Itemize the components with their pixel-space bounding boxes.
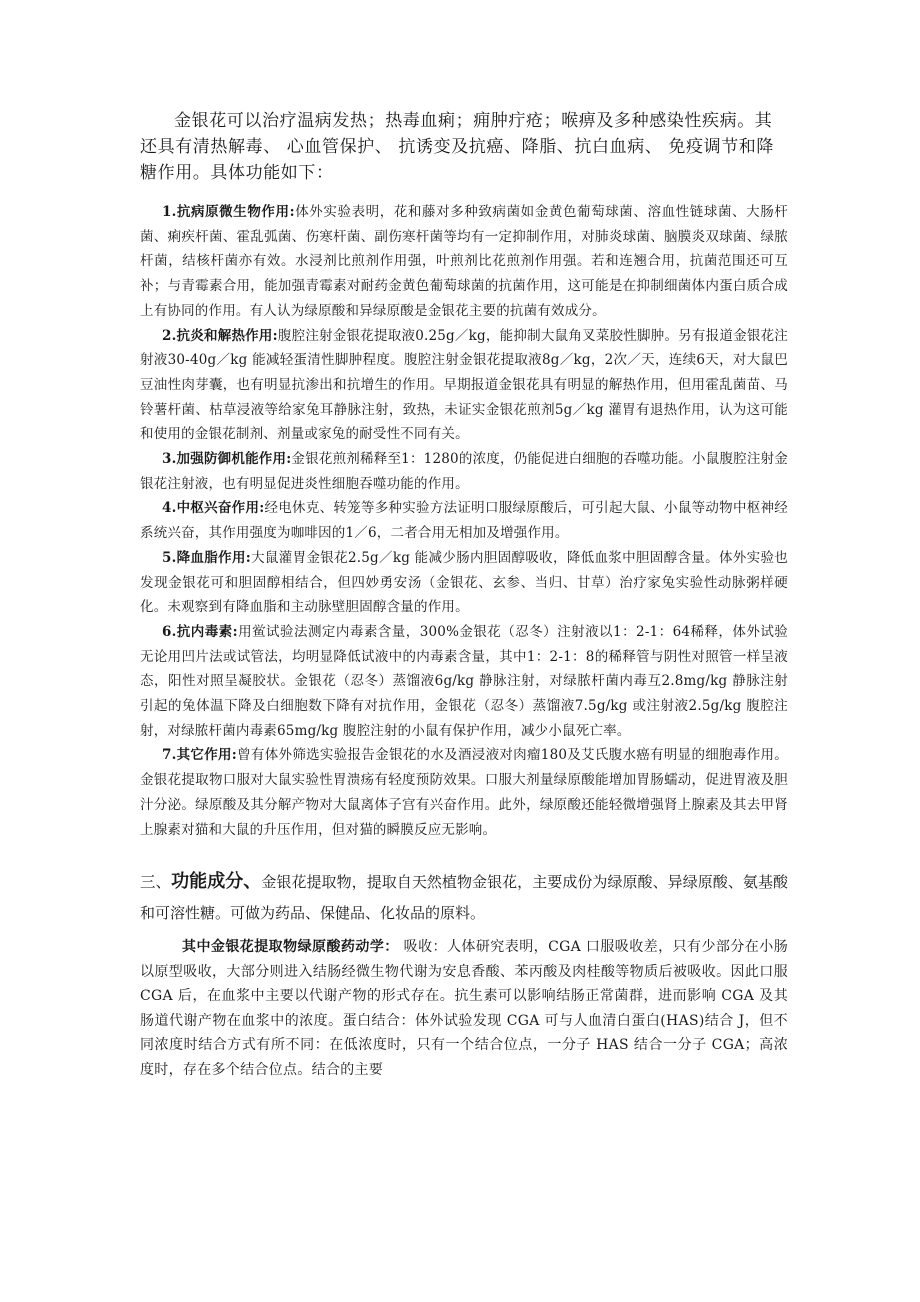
section-title: 2.抗炎和解热作用: bbox=[162, 327, 278, 344]
section3-heading: 功能成分、 bbox=[171, 871, 262, 893]
pharmacokinetics-label: 其中金银花提取物绿原酸药动学： bbox=[182, 939, 399, 956]
section3-body: 金银花提取物，提取自天然植物金银花，主要成份为绿原酸、异绿原酸、氨基酸和可溶性糖。可做为药品、保健品、化妆品的原料。 bbox=[140, 873, 788, 923]
section-lipid bbox=[140, 546, 788, 620]
section-title: 5.降血脂作用: bbox=[162, 549, 251, 566]
pharmacokinetics-paragraph bbox=[140, 935, 788, 1082]
document-page bbox=[140, 108, 788, 1082]
function-list bbox=[140, 200, 788, 842]
section-endotoxin bbox=[140, 620, 788, 744]
section3-paragraph bbox=[140, 866, 788, 929]
section-title: 3.加强防御机能作用: bbox=[162, 451, 292, 468]
section-antimicrobial bbox=[140, 200, 788, 324]
section-body: 腹腔注射金银花提取液0.25g／kg，能抑制大鼠角叉菜胶性脚肿。另有报道金银花注射液30-40g／kg 能减轻蛋清性脚肿程度。腹腔注射金银花提取液8g／kg，2次／天，连续6天，对大鼠巴豆油性肉芽囊，也有明显抗渗出和抗增生的作用。早期报道金银花具有明显的解热作用，但用霍乱菌苗、马铃薯杆菌、枯草浸液等给家兔耳静脉注射，致热，未证实金银花煎剂5g／kg 灌胃有退热作用，认为这可能和使用的金银花制剂、剂量或家兔的耐受性不同有关。 bbox=[140, 327, 788, 443]
section3-number: 三、 bbox=[140, 873, 172, 892]
section-body: 曾有体外筛选实验报告金银花的水及酒浸液对肉瘤180及艾氏腹水癌有明显的细胞毒作用。金银花提取物口服对大鼠实验性胃溃疡有轻度预防效果。口服大剂量绿原酸能增加胃肠蠕动，促进胃液及胆汁分泌。绿原酸及其分解产物对大鼠离体子宫有兴奋作用。此外，绿原酸还能轻微增强肾上腺素及其去甲肾上腺素对猫和大鼠的升压作用，但对猫的瞬膜反应无影响。 bbox=[140, 747, 788, 838]
section-cns bbox=[140, 496, 788, 545]
section-body: 金银花煎剂稀释至1：1280的浓度，仍能促进白细胞的吞噬功能。小鼠腹腔注射金银花注射液，也有明显促进炎性细胞吞噬功能的作用。 bbox=[140, 451, 789, 492]
section-defense bbox=[140, 447, 788, 496]
section-body: 体外实验表明，花和藤对多种致病菌如金黄色葡萄球菌、溶血性链球菌、大肠杆菌、痢疾杆菌、霍乱弧菌、伤寒杆菌、副伤寒杆菌等均有一定抑制作用，对肺炎球菌、脑膜炎双球菌、绿脓杆菌，结核杆菌亦有效。水浸剂比煎剂作用强，叶煎剂比花煎剂作用强。若和连翘合用，抗菌范围还可互补；与青霉素合用，能加强青霉素对耐药金黄色葡萄球菌的抗菌作用，这可能是在抑制细菌体内蛋白质合成上有协同的作用。有人认为绿原酸和异绿原酸是金银花主要的抗菌有效成分。 bbox=[140, 204, 789, 319]
section-body: 经电休克、转笼等多种实验方法证明口服绿原酸后，可引起大鼠、小鼠等动物中枢神经系统兴奋，其作用强度为咖啡因的1／6，二者合用无相加及增强作用。 bbox=[140, 500, 788, 542]
section-anti-inflammatory bbox=[140, 324, 788, 448]
section-body: 大鼠灌胃金银花2.5g／kg 能减少肠内胆固醇吸收，降低血浆中胆固醇含量。体外实验也发现金银花可和胆固醇相结合，但四妙勇安汤（金银花、玄参、当归、甘草）治疗家兔实验性动脉粥样硬化。未观察到有降血脂和主动脉壁胆固醇含量的作用。 bbox=[140, 549, 789, 616]
section-body: 用鲎试验法测定内毒素含量，300%金银花（忍冬）注射液以1：2-1：64稀释，体外试验无论用凹片法或试管法，均明显降低试液中的内毒素含量，其中1：2-1：8的稀释管与阴性对照管一样呈液态，阳性对照呈凝胶状。金银花（忍冬）蒸馏液6g/kg 静脉注射，对绿脓杆菌内毒互2.8mg/kg 静脉注射引起的兔体温下降及白细胞数下降有对抗作用，金银花（忍冬）蒸馏液7.5g/kg 或注射液2.5g/kg 腹腔注射，对绿脓杆菌内毒素65mg/kg 腹腔注射的小鼠有保护作用，减少小鼠死亡率。 bbox=[140, 623, 788, 739]
section-title: 6.抗内毒素: bbox=[162, 623, 238, 640]
intro-paragraph: 金银花可以治疗温病发热；热毒血痢；痈肿疔疮；喉痹及多种感染性疾病。其还具有清热解毒、 心血管保护、 抗诱变及抗癌、降脂、抗白血病、 免疫调节和降糖作用。具体功能如下： bbox=[140, 111, 775, 183]
section-other bbox=[140, 743, 788, 842]
section-title: 4.中枢兴奋作用: bbox=[162, 500, 265, 517]
section-title: 1.抗病原微生物作用: bbox=[162, 204, 295, 220]
pharmacokinetics-body: 吸收：人体研究表明，CGA 口服吸收差，只有少部分在小肠以原型吸收，大部分则进入结肠经微生物代谢为安息香酸、苯丙酸及肉桂酸等物质后被吸收。因此口服 CGA 后，在血浆中主要以代谢产物的形式存在。抗生素可以影响结肠正常菌群，进而影响 CGA 及其肠道代谢产物在血浆中的浓度。蛋白结合：体外试验发现 CGA 可与人血清白蛋白(HAS)结合 J，但不同浓度时结合方式有所不同：在低浓度时，只有一个结合位点，一分子 HAS 结合一分子 CGA；高浓度时，存在多个结合位点。结合的主要 bbox=[140, 939, 789, 1078]
section-title: 7.其它作用: bbox=[162, 747, 237, 764]
